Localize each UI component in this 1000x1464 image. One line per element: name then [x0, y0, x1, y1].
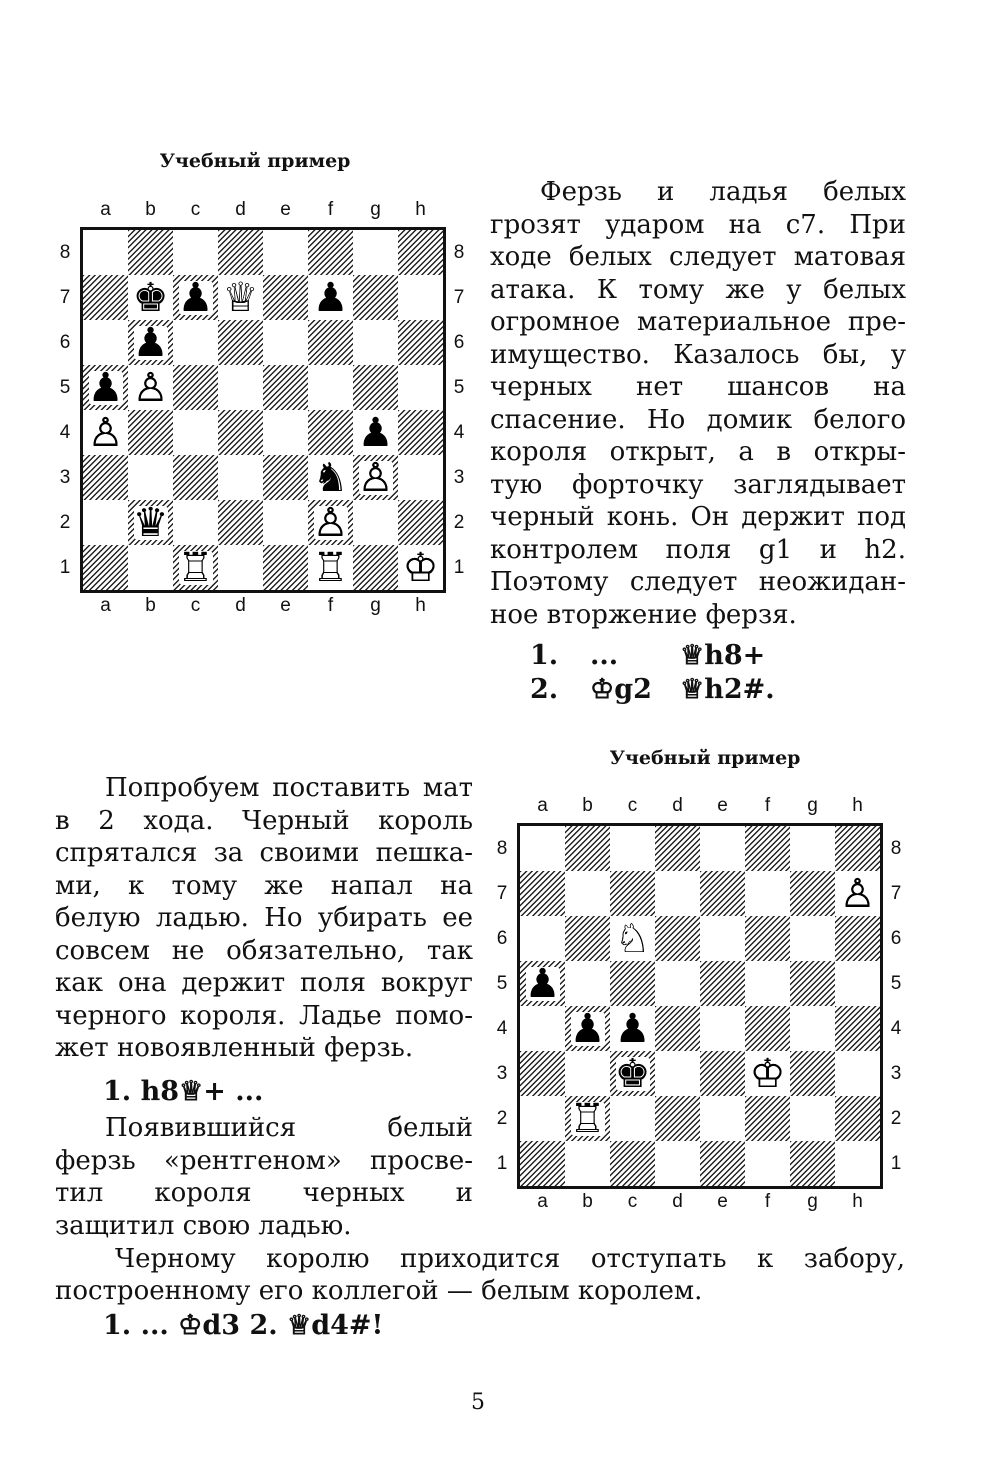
rank-label-5-left: 5: [59, 377, 71, 398]
rank-label-6-right: 6: [453, 332, 465, 353]
board-grid: [517, 823, 883, 1189]
file-label-b-bottom: b: [582, 1191, 593, 1212]
square-c3: [173, 455, 218, 500]
square-d7: [655, 871, 700, 916]
piece-white-g3-icon: ♙: [357, 454, 394, 501]
square-h3: [835, 1051, 880, 1096]
text-line: черных нет шансов на: [490, 372, 906, 402]
text-line: черный конь. Он держит под: [490, 502, 906, 532]
rank-label-3-right: 3: [890, 1063, 902, 1084]
square-h8: [398, 230, 443, 275]
square-a5: [520, 961, 565, 1006]
file-label-h-top: h: [852, 795, 863, 816]
rank-label-7-left: 7: [59, 287, 71, 308]
caption-example-2: Учебный пример: [609, 747, 801, 769]
rank-label-3-right: 3: [453, 467, 465, 488]
square-g6: [353, 320, 398, 365]
square-g3: [790, 1051, 835, 1096]
square-d8: [218, 230, 263, 275]
text-line: Появившийся белый: [105, 1113, 473, 1143]
square-g8: [353, 230, 398, 275]
rank-label-6-right: 6: [890, 928, 902, 949]
piece-white-a4-icon: ♙: [87, 409, 124, 456]
move-2-num: 2.: [530, 674, 559, 705]
square-b1: [565, 1141, 610, 1186]
file-label-g-top: g: [807, 795, 818, 816]
square-e2: [263, 500, 308, 545]
text-line: Попробуем поставить мат: [105, 773, 473, 803]
piece-white-f3-icon: ♔: [749, 1050, 786, 1097]
square-d6: [218, 320, 263, 365]
square-a1: [83, 545, 128, 590]
square-e6: [700, 916, 745, 961]
file-label-b-top: b: [582, 795, 593, 816]
rank-label-5-left: 5: [496, 973, 508, 994]
square-c1: [610, 1141, 655, 1186]
piece-white-f2-icon: ♙: [312, 499, 349, 546]
square-d4: [655, 1006, 700, 1051]
square-h1: [398, 545, 443, 590]
square-c5: [173, 365, 218, 410]
square-b4: [128, 410, 173, 455]
file-label-a-top: a: [537, 795, 548, 816]
file-label-e-top: e: [280, 199, 291, 220]
square-b6: [128, 320, 173, 365]
file-label-g-top: g: [370, 199, 381, 220]
rank-label-6-left: 6: [496, 928, 508, 949]
square-f5: [745, 961, 790, 1006]
square-f5: [308, 365, 353, 410]
rank-label-8-left: 8: [496, 838, 508, 859]
square-d2: [655, 1096, 700, 1141]
square-b2: [565, 1096, 610, 1141]
square-g6: [790, 916, 835, 961]
square-g4: [790, 1006, 835, 1051]
full-width-line-1: Черному королю приходится отступать к забору,: [115, 1244, 905, 1274]
square-e7: [263, 275, 308, 320]
square-e8: [263, 230, 308, 275]
piece-black-c4-icon: ♟: [614, 1005, 651, 1052]
page-number: 5: [471, 1390, 485, 1415]
square-b8: [565, 826, 610, 871]
square-c6: [610, 916, 655, 961]
file-label-e-top: e: [717, 795, 728, 816]
file-label-g-bottom: g: [370, 595, 381, 616]
square-b7: [128, 275, 173, 320]
square-g1: [790, 1141, 835, 1186]
square-h2: [398, 500, 443, 545]
text-line: Поэтому следует неожидан-: [490, 567, 906, 597]
move-2-a: ♔g2: [590, 674, 652, 705]
rank-label-6-left: 6: [59, 332, 71, 353]
rank-label-8-right: 8: [890, 838, 902, 859]
file-label-f-bottom: f: [327, 595, 334, 616]
file-label-d-top: d: [672, 795, 683, 816]
move-1-b: ♕h8+: [680, 640, 766, 671]
file-label-a-bottom: a: [537, 1191, 548, 1212]
square-a7: [520, 871, 565, 916]
text-line: грозят ударом на с7. При: [490, 209, 906, 240]
file-label-h-bottom: h: [852, 1191, 863, 1212]
square-a6: [520, 916, 565, 961]
square-c5: [610, 961, 655, 1006]
piece-black-b4-icon: ♟: [569, 1005, 606, 1052]
move-1-a: ...: [590, 640, 619, 671]
file-label-e-bottom: e: [280, 595, 291, 616]
square-b2: [128, 500, 173, 545]
square-f3: [308, 455, 353, 500]
square-f1: [745, 1141, 790, 1186]
square-c7: [173, 275, 218, 320]
piece-black-b7-icon: ♚: [132, 274, 169, 321]
text-line: ми, к тому же напал на: [55, 870, 473, 901]
square-b3: [565, 1051, 610, 1096]
square-a4: [83, 410, 128, 455]
rank-label-4-left: 4: [496, 1018, 508, 1039]
square-h4: [398, 410, 443, 455]
square-e1: [263, 545, 308, 590]
text-line: огромное материальное пре-: [490, 307, 906, 337]
square-c2: [610, 1096, 655, 1141]
square-e5: [700, 961, 745, 1006]
square-d2: [218, 500, 263, 545]
square-c3: [610, 1051, 655, 1096]
piece-white-c1-icon: ♖: [177, 544, 214, 591]
piece-white-d7-icon: ♕: [222, 274, 259, 321]
square-f6: [308, 320, 353, 365]
text-line: ходе белых следует матовая: [490, 242, 906, 272]
rank-label-7-right: 7: [453, 287, 465, 308]
square-f7: [308, 275, 353, 320]
square-f6: [745, 916, 790, 961]
file-label-b-bottom: b: [145, 595, 156, 616]
square-e3: [700, 1051, 745, 1096]
square-f2: [745, 1096, 790, 1141]
text-example-1: [490, 176, 906, 631]
rank-label-3-left: 3: [59, 467, 71, 488]
rank-label-1-right: 1: [453, 557, 465, 578]
file-label-d-top: d: [235, 199, 246, 220]
square-a1: [520, 1141, 565, 1186]
square-b3: [128, 455, 173, 500]
square-d5: [655, 961, 700, 1006]
text-example-2b: [55, 1112, 473, 1242]
square-d1: [218, 545, 263, 590]
square-e6: [263, 320, 308, 365]
square-a8: [83, 230, 128, 275]
square-a2: [83, 500, 128, 545]
piece-black-b2-icon: ♛: [132, 499, 169, 546]
piece-white-f1-icon: ♖: [312, 544, 349, 591]
square-a4: [520, 1006, 565, 1051]
square-b4: [565, 1006, 610, 1051]
square-f4: [745, 1006, 790, 1051]
file-label-b-top: b: [145, 199, 156, 220]
board-grid: [80, 227, 446, 593]
rank-label-1-left: 1: [496, 1153, 508, 1174]
square-a2: [520, 1096, 565, 1141]
square-f1: [308, 545, 353, 590]
square-e4: [700, 1006, 745, 1051]
square-d7: [218, 275, 263, 320]
file-label-g-bottom: g: [807, 1191, 818, 1212]
rank-label-3-left: 3: [496, 1063, 508, 1084]
square-d3: [218, 455, 263, 500]
square-b6: [565, 916, 610, 961]
square-e8: [700, 826, 745, 871]
text-line: ферзь «рентгеном» просве-: [55, 1145, 473, 1176]
square-g4: [353, 410, 398, 455]
piece-black-c3-icon: ♚: [614, 1050, 651, 1097]
square-h3: [398, 455, 443, 500]
square-e5: [263, 365, 308, 410]
square-h1: [835, 1141, 880, 1186]
piece-black-a5-icon: ♟: [87, 364, 124, 411]
text-line: тил короля черных и: [55, 1178, 473, 1208]
text-line: в 2 хода. Черный король: [55, 805, 473, 836]
square-d6: [655, 916, 700, 961]
file-label-a-bottom: a: [100, 595, 111, 616]
square-d1: [655, 1141, 700, 1186]
file-label-a-top: a: [100, 199, 111, 220]
square-b7: [565, 871, 610, 916]
square-h8: [835, 826, 880, 871]
square-h6: [835, 916, 880, 961]
file-label-c-bottom: c: [627, 1191, 638, 1212]
text-line: спрятался за своими пешка-: [55, 838, 473, 868]
text-line: ное вторжение ферзя.: [490, 599, 797, 630]
piece-white-h7-icon: ♙: [839, 870, 876, 917]
square-f7: [745, 871, 790, 916]
square-b5: [128, 365, 173, 410]
file-label-h-top: h: [415, 199, 426, 220]
rank-label-1-right: 1: [890, 1153, 902, 1174]
piece-white-b2-icon: ♖: [569, 1095, 606, 1142]
square-g2: [353, 500, 398, 545]
file-label-h-bottom: h: [415, 595, 426, 616]
square-g8: [790, 826, 835, 871]
move-1-num: 1.: [530, 640, 559, 671]
piece-black-b6-icon: ♟: [132, 319, 169, 366]
square-f8: [745, 826, 790, 871]
square-d4: [218, 410, 263, 455]
square-h4: [835, 1006, 880, 1051]
text-line: короля открыт, а в откры-: [490, 437, 906, 467]
rank-label-2-right: 2: [453, 512, 465, 533]
square-e3: [263, 455, 308, 500]
rank-label-2-left: 2: [59, 512, 71, 533]
square-c8: [173, 230, 218, 275]
square-e4: [263, 410, 308, 455]
file-label-d-bottom: d: [672, 1191, 683, 1212]
text-line: тую форточку заглядывает: [490, 469, 906, 500]
square-f2: [308, 500, 353, 545]
file-label-f-top: f: [764, 795, 771, 816]
square-h6: [398, 320, 443, 365]
rank-label-8-left: 8: [59, 242, 71, 263]
square-g7: [790, 871, 835, 916]
rank-label-4-right: 4: [453, 422, 465, 443]
file-label-c-top: c: [190, 199, 201, 220]
text-line: атака. К тому же у белых: [490, 274, 906, 305]
piece-white-c6-icon: ♘: [614, 915, 651, 962]
square-h7: [835, 871, 880, 916]
square-h5: [398, 365, 443, 410]
square-c2: [173, 500, 218, 545]
rank-label-4-right: 4: [890, 1018, 902, 1039]
text-line: белую ладью. Но убирать ее: [55, 903, 473, 933]
square-h5: [835, 961, 880, 1006]
text-line: имущество. Казалось бы, у: [490, 339, 906, 370]
square-c1: [173, 545, 218, 590]
move-line-example-2b: 1. ... ♔d3 2. ♕d4#!: [103, 1310, 384, 1341]
rank-label-4-left: 4: [59, 422, 71, 443]
rank-label-8-right: 8: [453, 242, 465, 263]
square-h2: [835, 1096, 880, 1141]
piece-black-f3-icon: ♞: [312, 454, 349, 501]
rank-label-1-left: 1: [59, 557, 71, 578]
piece-white-b5-icon: ♙: [132, 364, 169, 411]
square-c4: [173, 410, 218, 455]
text-example-2: [55, 772, 473, 1065]
rank-label-5-right: 5: [890, 973, 902, 994]
file-label-c-top: c: [627, 795, 638, 816]
square-a7: [83, 275, 128, 320]
square-b8: [128, 230, 173, 275]
square-e7: [700, 871, 745, 916]
file-label-f-bottom: f: [764, 1191, 771, 1212]
full-width-line-2: построенному его коллегой — белым королем.: [55, 1276, 703, 1306]
square-e2: [700, 1096, 745, 1141]
square-g5: [790, 961, 835, 1006]
text-line: черного короля. Ладье помо-: [55, 1000, 473, 1031]
text-line: жет новоявленный ферзь.: [55, 1033, 414, 1063]
caption-example-1: Учебный пример: [159, 150, 351, 172]
square-c6: [173, 320, 218, 365]
square-g2: [790, 1096, 835, 1141]
rank-label-2-right: 2: [890, 1108, 902, 1129]
square-g7: [353, 275, 398, 320]
square-e1: [700, 1141, 745, 1186]
square-b1: [128, 545, 173, 590]
square-d3: [655, 1051, 700, 1096]
square-a8: [520, 826, 565, 871]
square-a6: [83, 320, 128, 365]
square-c8: [610, 826, 655, 871]
rank-label-5-right: 5: [453, 377, 465, 398]
square-c4: [610, 1006, 655, 1051]
file-label-c-bottom: c: [190, 595, 201, 616]
text-line: контролем поля g1 и h2.: [490, 534, 906, 565]
piece-black-g4-icon: ♟: [357, 409, 394, 456]
square-g3: [353, 455, 398, 500]
text-line: совсем не обязательно, так: [55, 935, 473, 966]
text-line: защитил свою ладью.: [55, 1210, 352, 1241]
square-d8: [655, 826, 700, 871]
square-f3: [745, 1051, 790, 1096]
piece-black-c7-icon: ♟: [177, 274, 214, 321]
piece-white-h1-icon: ♔: [402, 544, 439, 591]
rank-label-7-left: 7: [496, 883, 508, 904]
file-label-d-bottom: d: [235, 595, 246, 616]
move-2-b: ♕h2#.: [680, 674, 775, 705]
text-line: как она держит поля вокруг: [55, 968, 473, 998]
rank-label-2-left: 2: [496, 1108, 508, 1129]
rank-label-7-right: 7: [890, 883, 902, 904]
square-h7: [398, 275, 443, 320]
square-f8: [308, 230, 353, 275]
square-g1: [353, 545, 398, 590]
square-g5: [353, 365, 398, 410]
square-a5: [83, 365, 128, 410]
square-f4: [308, 410, 353, 455]
text-line: Ферзь и ладья белых: [540, 177, 906, 207]
square-d5: [218, 365, 263, 410]
file-label-e-bottom: e: [717, 1191, 728, 1212]
piece-black-f7-icon: ♟: [312, 274, 349, 321]
piece-black-a5-icon: ♟: [524, 960, 561, 1007]
square-a3: [83, 455, 128, 500]
square-c7: [610, 871, 655, 916]
file-label-f-top: f: [327, 199, 334, 220]
move-line-example-2a: 1. h8♕+ ...: [103, 1076, 264, 1107]
text-line: спасение. Но домик белого: [490, 404, 906, 435]
square-a3: [520, 1051, 565, 1096]
square-b5: [565, 961, 610, 1006]
